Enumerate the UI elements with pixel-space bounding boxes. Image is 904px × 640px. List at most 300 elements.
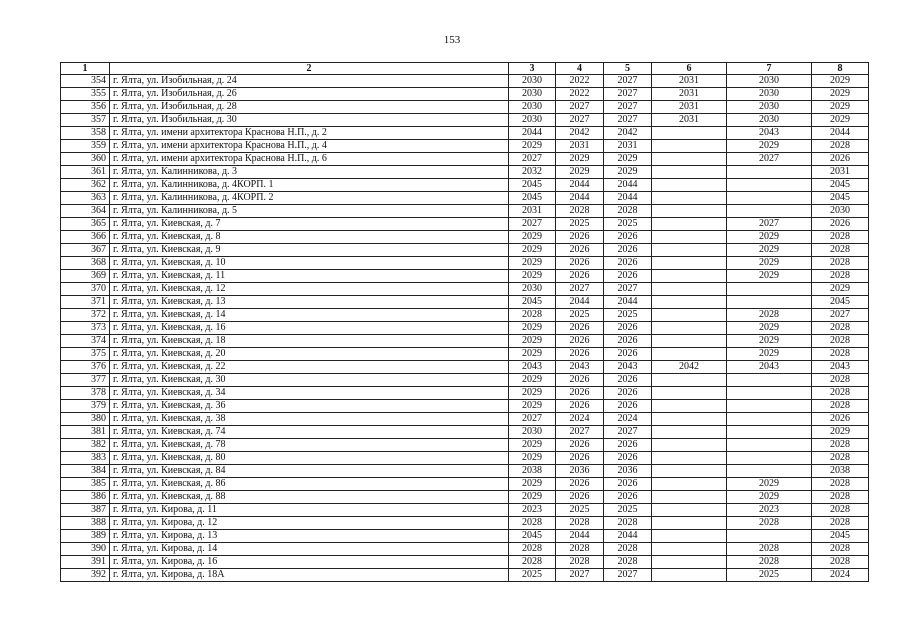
column-header: 6 bbox=[652, 63, 727, 75]
year-cell: 2027 bbox=[727, 218, 812, 231]
year-cell: 2024 bbox=[556, 413, 604, 426]
year-cell: 2028 bbox=[812, 244, 869, 257]
table-row bbox=[61, 465, 869, 478]
year-cell: 2029 bbox=[556, 153, 604, 166]
year-cell: 2029 bbox=[727, 322, 812, 335]
year-cell: 2025 bbox=[604, 309, 652, 322]
year-cell: 2028 bbox=[812, 400, 869, 413]
table-row bbox=[61, 322, 869, 335]
year-cell: 2026 bbox=[556, 257, 604, 270]
row-number: 367 bbox=[61, 244, 110, 257]
column-header: 1 bbox=[61, 63, 110, 75]
row-number: 369 bbox=[61, 270, 110, 283]
address-cell: г. Ялта, ул. Киевская, д. 11 bbox=[110, 270, 509, 283]
year-cell: 2031 bbox=[604, 140, 652, 153]
row-number: 377 bbox=[61, 374, 110, 387]
year-cell: 2030 bbox=[509, 101, 556, 114]
year-cell: 2026 bbox=[604, 387, 652, 400]
year-cell bbox=[727, 296, 812, 309]
year-cell bbox=[727, 283, 812, 296]
address-cell: г. Ялта, ул. Калинникова, д. 3 bbox=[110, 166, 509, 179]
table-row bbox=[61, 88, 869, 101]
table-row bbox=[61, 543, 869, 556]
table-row bbox=[61, 478, 869, 491]
table-row bbox=[61, 140, 869, 153]
table-row bbox=[61, 504, 869, 517]
year-cell: 2028 bbox=[509, 517, 556, 530]
year-cell: 2027 bbox=[509, 413, 556, 426]
year-cell bbox=[727, 400, 812, 413]
year-cell: 2042 bbox=[556, 127, 604, 140]
row-number: 358 bbox=[61, 127, 110, 140]
year-cell bbox=[652, 478, 727, 491]
year-cell: 2029 bbox=[812, 114, 869, 127]
year-cell: 2042 bbox=[652, 361, 727, 374]
table-row bbox=[61, 452, 869, 465]
year-cell: 2029 bbox=[509, 491, 556, 504]
row-number: 364 bbox=[61, 205, 110, 218]
year-cell: 2029 bbox=[509, 348, 556, 361]
year-cell: 2029 bbox=[727, 270, 812, 283]
year-cell: 2029 bbox=[727, 231, 812, 244]
year-cell: 2027 bbox=[509, 218, 556, 231]
year-cell: 2031 bbox=[509, 205, 556, 218]
year-cell: 2025 bbox=[604, 504, 652, 517]
table-row bbox=[61, 439, 869, 452]
year-cell: 2044 bbox=[509, 127, 556, 140]
row-number: 376 bbox=[61, 361, 110, 374]
year-cell: 2026 bbox=[604, 231, 652, 244]
row-number: 383 bbox=[61, 452, 110, 465]
year-cell: 2027 bbox=[604, 114, 652, 127]
row-number: 357 bbox=[61, 114, 110, 127]
address-cell: г. Ялта, ул. Кирова, д. 11 bbox=[110, 504, 509, 517]
address-cell: г. Ялта, ул. Киевская, д. 86 bbox=[110, 478, 509, 491]
year-cell: 2026 bbox=[556, 374, 604, 387]
table-row bbox=[61, 517, 869, 530]
row-number: 380 bbox=[61, 413, 110, 426]
year-cell: 2030 bbox=[509, 283, 556, 296]
table-row bbox=[61, 75, 869, 88]
year-cell: 2038 bbox=[509, 465, 556, 478]
row-number: 378 bbox=[61, 387, 110, 400]
year-cell bbox=[652, 322, 727, 335]
table-row bbox=[61, 335, 869, 348]
year-cell: 2028 bbox=[812, 491, 869, 504]
year-cell: 2022 bbox=[556, 88, 604, 101]
year-cell: 2028 bbox=[812, 140, 869, 153]
year-cell: 2027 bbox=[556, 101, 604, 114]
year-cell: 2030 bbox=[812, 205, 869, 218]
address-cell: г. Ялта, ул. имени архитектора Краснова Н.П., д. 2 bbox=[110, 127, 509, 140]
year-cell: 2028 bbox=[556, 205, 604, 218]
year-cell: 2028 bbox=[509, 543, 556, 556]
schedule-table bbox=[60, 62, 869, 582]
address-cell: г. Ялта, ул. Киевская, д. 12 bbox=[110, 283, 509, 296]
year-cell: 2028 bbox=[812, 335, 869, 348]
year-cell bbox=[652, 556, 727, 569]
year-cell: 2029 bbox=[727, 478, 812, 491]
year-cell: 2023 bbox=[509, 504, 556, 517]
table-row bbox=[61, 361, 869, 374]
year-cell: 2025 bbox=[556, 504, 604, 517]
address-cell: г. Ялта, ул. Киевская, д. 20 bbox=[110, 348, 509, 361]
year-cell: 2043 bbox=[727, 127, 812, 140]
address-cell: г. Ялта, ул. Кирова, д. 16 bbox=[110, 556, 509, 569]
row-number: 390 bbox=[61, 543, 110, 556]
address-cell: г. Ялта, ул. Изобильная, д. 30 bbox=[110, 114, 509, 127]
address-cell: г. Ялта, ул. имени архитектора Краснова Н.П., д. 6 bbox=[110, 153, 509, 166]
year-cell: 2029 bbox=[509, 257, 556, 270]
year-cell: 2029 bbox=[509, 231, 556, 244]
table-row bbox=[61, 426, 869, 439]
table-header-row bbox=[61, 63, 869, 75]
year-cell: 2026 bbox=[556, 387, 604, 400]
year-cell bbox=[652, 296, 727, 309]
row-number: 391 bbox=[61, 556, 110, 569]
year-cell bbox=[652, 543, 727, 556]
year-cell: 2026 bbox=[604, 400, 652, 413]
year-cell bbox=[652, 192, 727, 205]
address-cell: г. Ялта, ул. Киевская, д. 16 bbox=[110, 322, 509, 335]
row-number: 388 bbox=[61, 517, 110, 530]
year-cell: 2026 bbox=[556, 322, 604, 335]
table-row bbox=[61, 257, 869, 270]
year-cell bbox=[652, 270, 727, 283]
row-number: 371 bbox=[61, 296, 110, 309]
address-cell: г. Ялта, ул. Калинникова, д. 5 bbox=[110, 205, 509, 218]
year-cell: 2028 bbox=[812, 504, 869, 517]
year-cell bbox=[727, 413, 812, 426]
year-cell: 2028 bbox=[812, 387, 869, 400]
address-cell: г. Ялта, ул. Киевская, д. 22 bbox=[110, 361, 509, 374]
year-cell: 2027 bbox=[509, 153, 556, 166]
address-cell: г. Ялта, ул. Киевская, д. 84 bbox=[110, 465, 509, 478]
row-number: 370 bbox=[61, 283, 110, 296]
year-cell: 2029 bbox=[509, 374, 556, 387]
page-number: 153 bbox=[443, 34, 461, 46]
table-row bbox=[61, 218, 869, 231]
row-number: 373 bbox=[61, 322, 110, 335]
address-cell: г. Ялта, ул. Калинникова, д. 4КОРП. 2 bbox=[110, 192, 509, 205]
year-cell bbox=[727, 439, 812, 452]
year-cell: 2031 bbox=[652, 101, 727, 114]
year-cell: 2030 bbox=[509, 114, 556, 127]
row-number: 384 bbox=[61, 465, 110, 478]
year-cell: 2029 bbox=[812, 101, 869, 114]
address-cell: г. Ялта, ул. Киевская, д. 8 bbox=[110, 231, 509, 244]
table-row bbox=[61, 179, 869, 192]
table-row bbox=[61, 270, 869, 283]
year-cell: 2036 bbox=[556, 465, 604, 478]
row-number: 389 bbox=[61, 530, 110, 543]
table-row bbox=[61, 153, 869, 166]
table-row bbox=[61, 491, 869, 504]
year-cell: 2044 bbox=[604, 192, 652, 205]
year-cell: 2027 bbox=[604, 283, 652, 296]
address-cell: г. Ялта, ул. Кирова, д. 18А bbox=[110, 569, 509, 582]
column-header: 2 bbox=[110, 63, 509, 75]
column-header: 5 bbox=[604, 63, 652, 75]
year-cell: 2029 bbox=[727, 140, 812, 153]
year-cell: 2027 bbox=[604, 426, 652, 439]
address-cell: г. Ялта, ул. Киевская, д. 13 bbox=[110, 296, 509, 309]
row-number: 392 bbox=[61, 569, 110, 582]
year-cell: 2029 bbox=[727, 348, 812, 361]
year-cell: 2026 bbox=[556, 439, 604, 452]
year-cell: 2029 bbox=[812, 75, 869, 88]
year-cell: 2028 bbox=[812, 439, 869, 452]
year-cell bbox=[652, 166, 727, 179]
year-cell: 2028 bbox=[812, 257, 869, 270]
year-cell: 2030 bbox=[727, 114, 812, 127]
year-cell bbox=[727, 426, 812, 439]
table-row bbox=[61, 296, 869, 309]
row-number: 365 bbox=[61, 218, 110, 231]
year-cell: 2044 bbox=[556, 530, 604, 543]
year-cell bbox=[652, 452, 727, 465]
row-number: 382 bbox=[61, 439, 110, 452]
year-cell: 2026 bbox=[556, 478, 604, 491]
year-cell: 2029 bbox=[727, 257, 812, 270]
column-header: 7 bbox=[727, 63, 812, 75]
year-cell bbox=[652, 400, 727, 413]
year-cell: 2024 bbox=[604, 413, 652, 426]
table-body bbox=[61, 75, 869, 582]
year-cell: 2045 bbox=[812, 530, 869, 543]
year-cell: 2028 bbox=[604, 543, 652, 556]
year-cell bbox=[652, 504, 727, 517]
year-cell bbox=[727, 387, 812, 400]
row-number: 359 bbox=[61, 140, 110, 153]
table-row bbox=[61, 205, 869, 218]
year-cell: 2026 bbox=[604, 244, 652, 257]
year-cell bbox=[652, 153, 727, 166]
year-cell bbox=[652, 517, 727, 530]
table-row bbox=[61, 244, 869, 257]
year-cell: 2038 bbox=[812, 465, 869, 478]
year-cell: 2029 bbox=[727, 491, 812, 504]
year-cell: 2031 bbox=[556, 140, 604, 153]
year-cell: 2027 bbox=[556, 283, 604, 296]
year-cell: 2028 bbox=[604, 556, 652, 569]
year-cell bbox=[652, 374, 727, 387]
year-cell: 2031 bbox=[812, 166, 869, 179]
year-cell: 2026 bbox=[556, 348, 604, 361]
year-cell: 2031 bbox=[652, 88, 727, 101]
year-cell: 2029 bbox=[727, 335, 812, 348]
year-cell: 2025 bbox=[556, 218, 604, 231]
year-cell bbox=[652, 140, 727, 153]
year-cell: 2028 bbox=[812, 543, 869, 556]
year-cell: 2030 bbox=[727, 88, 812, 101]
row-number: 374 bbox=[61, 335, 110, 348]
year-cell: 2028 bbox=[812, 517, 869, 530]
row-number: 372 bbox=[61, 309, 110, 322]
row-number: 366 bbox=[61, 231, 110, 244]
year-cell bbox=[652, 465, 727, 478]
year-cell: 2027 bbox=[604, 101, 652, 114]
table-row bbox=[61, 114, 869, 127]
year-cell: 2045 bbox=[509, 179, 556, 192]
year-cell: 2026 bbox=[604, 257, 652, 270]
year-cell: 2044 bbox=[556, 296, 604, 309]
year-cell: 2030 bbox=[509, 75, 556, 88]
year-cell: 2030 bbox=[727, 101, 812, 114]
table-row bbox=[61, 309, 869, 322]
address-cell: г. Ялта, ул. Киевская, д. 80 bbox=[110, 452, 509, 465]
address-cell: г. Ялта, ул. Киевская, д. 9 bbox=[110, 244, 509, 257]
table-row bbox=[61, 400, 869, 413]
row-number: 355 bbox=[61, 88, 110, 101]
year-cell: 2023 bbox=[727, 504, 812, 517]
year-cell: 2028 bbox=[509, 556, 556, 569]
year-cell: 2026 bbox=[604, 478, 652, 491]
row-number: 379 bbox=[61, 400, 110, 413]
year-cell: 2029 bbox=[509, 387, 556, 400]
year-cell: 2030 bbox=[509, 88, 556, 101]
year-cell: 2027 bbox=[604, 88, 652, 101]
year-cell bbox=[652, 439, 727, 452]
year-cell: 2044 bbox=[604, 530, 652, 543]
year-cell: 2028 bbox=[556, 543, 604, 556]
year-cell: 2029 bbox=[509, 335, 556, 348]
address-cell: г. Ялта, ул. Киевская, д. 36 bbox=[110, 400, 509, 413]
year-cell bbox=[652, 205, 727, 218]
year-cell: 2028 bbox=[727, 556, 812, 569]
year-cell bbox=[652, 426, 727, 439]
row-number: 381 bbox=[61, 426, 110, 439]
row-number: 354 bbox=[61, 75, 110, 88]
year-cell: 2030 bbox=[727, 75, 812, 88]
year-cell: 2028 bbox=[556, 517, 604, 530]
year-cell: 2026 bbox=[812, 153, 869, 166]
table-row bbox=[61, 413, 869, 426]
year-cell: 2028 bbox=[812, 270, 869, 283]
year-cell: 2029 bbox=[727, 244, 812, 257]
table-row bbox=[61, 166, 869, 179]
year-cell bbox=[652, 348, 727, 361]
year-cell: 2029 bbox=[509, 478, 556, 491]
table-row bbox=[61, 348, 869, 361]
address-cell: г. Ялта, ул. Изобильная, д. 28 bbox=[110, 101, 509, 114]
year-cell: 2026 bbox=[604, 452, 652, 465]
year-cell: 2025 bbox=[727, 569, 812, 582]
year-cell bbox=[727, 192, 812, 205]
address-cell: г. Ялта, ул. Киевская, д. 30 bbox=[110, 374, 509, 387]
address-cell: г. Ялта, ул. Киевская, д. 14 bbox=[110, 309, 509, 322]
year-cell: 2026 bbox=[604, 270, 652, 283]
address-cell: г. Ялта, ул. Кирова, д. 13 bbox=[110, 530, 509, 543]
year-cell: 2029 bbox=[509, 244, 556, 257]
year-cell: 2026 bbox=[556, 270, 604, 283]
year-cell: 2025 bbox=[604, 218, 652, 231]
year-cell: 2029 bbox=[556, 166, 604, 179]
year-cell: 2028 bbox=[727, 517, 812, 530]
year-cell: 2043 bbox=[727, 361, 812, 374]
row-number: 386 bbox=[61, 491, 110, 504]
year-cell: 2025 bbox=[509, 569, 556, 582]
table-row bbox=[61, 231, 869, 244]
year-cell: 2022 bbox=[556, 75, 604, 88]
year-cell bbox=[727, 374, 812, 387]
year-cell bbox=[652, 283, 727, 296]
table-row bbox=[61, 192, 869, 205]
table-row bbox=[61, 530, 869, 543]
year-cell: 2026 bbox=[604, 374, 652, 387]
address-cell: г. Ялта, ул. Изобильная, д. 26 bbox=[110, 88, 509, 101]
year-cell bbox=[652, 491, 727, 504]
year-cell: 2028 bbox=[604, 205, 652, 218]
year-cell: 2045 bbox=[509, 192, 556, 205]
year-cell: 2045 bbox=[509, 530, 556, 543]
year-cell: 2026 bbox=[556, 400, 604, 413]
year-cell: 2029 bbox=[812, 88, 869, 101]
year-cell: 2028 bbox=[556, 556, 604, 569]
year-cell: 2029 bbox=[509, 140, 556, 153]
address-cell: г. Ялта, ул. Калинникова, д. 4КОРП. 1 bbox=[110, 179, 509, 192]
address-cell: г. Ялта, ул. Киевская, д. 38 bbox=[110, 413, 509, 426]
column-header: 8 bbox=[812, 63, 869, 75]
row-number: 361 bbox=[61, 166, 110, 179]
address-cell: г. Ялта, ул. имени архитектора Краснова Н.П., д. 4 bbox=[110, 140, 509, 153]
table-row bbox=[61, 283, 869, 296]
year-cell: 2027 bbox=[812, 309, 869, 322]
year-cell bbox=[652, 387, 727, 400]
row-number: 385 bbox=[61, 478, 110, 491]
year-cell bbox=[652, 179, 727, 192]
year-cell bbox=[727, 452, 812, 465]
year-cell bbox=[652, 335, 727, 348]
row-number: 363 bbox=[61, 192, 110, 205]
row-number: 360 bbox=[61, 153, 110, 166]
year-cell: 2044 bbox=[556, 179, 604, 192]
year-cell: 2029 bbox=[812, 426, 869, 439]
year-cell: 2027 bbox=[604, 569, 652, 582]
year-cell: 2028 bbox=[812, 556, 869, 569]
year-cell: 2026 bbox=[604, 335, 652, 348]
year-cell bbox=[652, 530, 727, 543]
year-cell bbox=[727, 205, 812, 218]
year-cell: 2036 bbox=[604, 465, 652, 478]
row-number: 368 bbox=[61, 257, 110, 270]
table-row bbox=[61, 127, 869, 140]
year-cell: 2027 bbox=[556, 426, 604, 439]
year-cell: 2028 bbox=[812, 374, 869, 387]
address-cell: г. Ялта, ул. Кирова, д. 12 bbox=[110, 517, 509, 530]
year-cell: 2028 bbox=[812, 478, 869, 491]
year-cell bbox=[652, 231, 727, 244]
year-cell bbox=[727, 465, 812, 478]
address-cell: г. Ялта, ул. Киевская, д. 7 bbox=[110, 218, 509, 231]
column-header: 4 bbox=[556, 63, 604, 75]
year-cell: 2028 bbox=[812, 231, 869, 244]
year-cell: 2028 bbox=[812, 322, 869, 335]
year-cell: 2028 bbox=[812, 452, 869, 465]
year-cell: 2044 bbox=[812, 127, 869, 140]
year-cell: 2029 bbox=[509, 322, 556, 335]
year-cell: 2044 bbox=[556, 192, 604, 205]
year-cell: 2026 bbox=[604, 348, 652, 361]
year-cell bbox=[652, 127, 727, 140]
year-cell: 2045 bbox=[509, 296, 556, 309]
year-cell: 2043 bbox=[812, 361, 869, 374]
year-cell: 2026 bbox=[812, 218, 869, 231]
year-cell: 2043 bbox=[509, 361, 556, 374]
year-cell: 2027 bbox=[727, 153, 812, 166]
table-row bbox=[61, 387, 869, 400]
address-cell: г. Ялта, ул. Изобильная, д. 24 bbox=[110, 75, 509, 88]
